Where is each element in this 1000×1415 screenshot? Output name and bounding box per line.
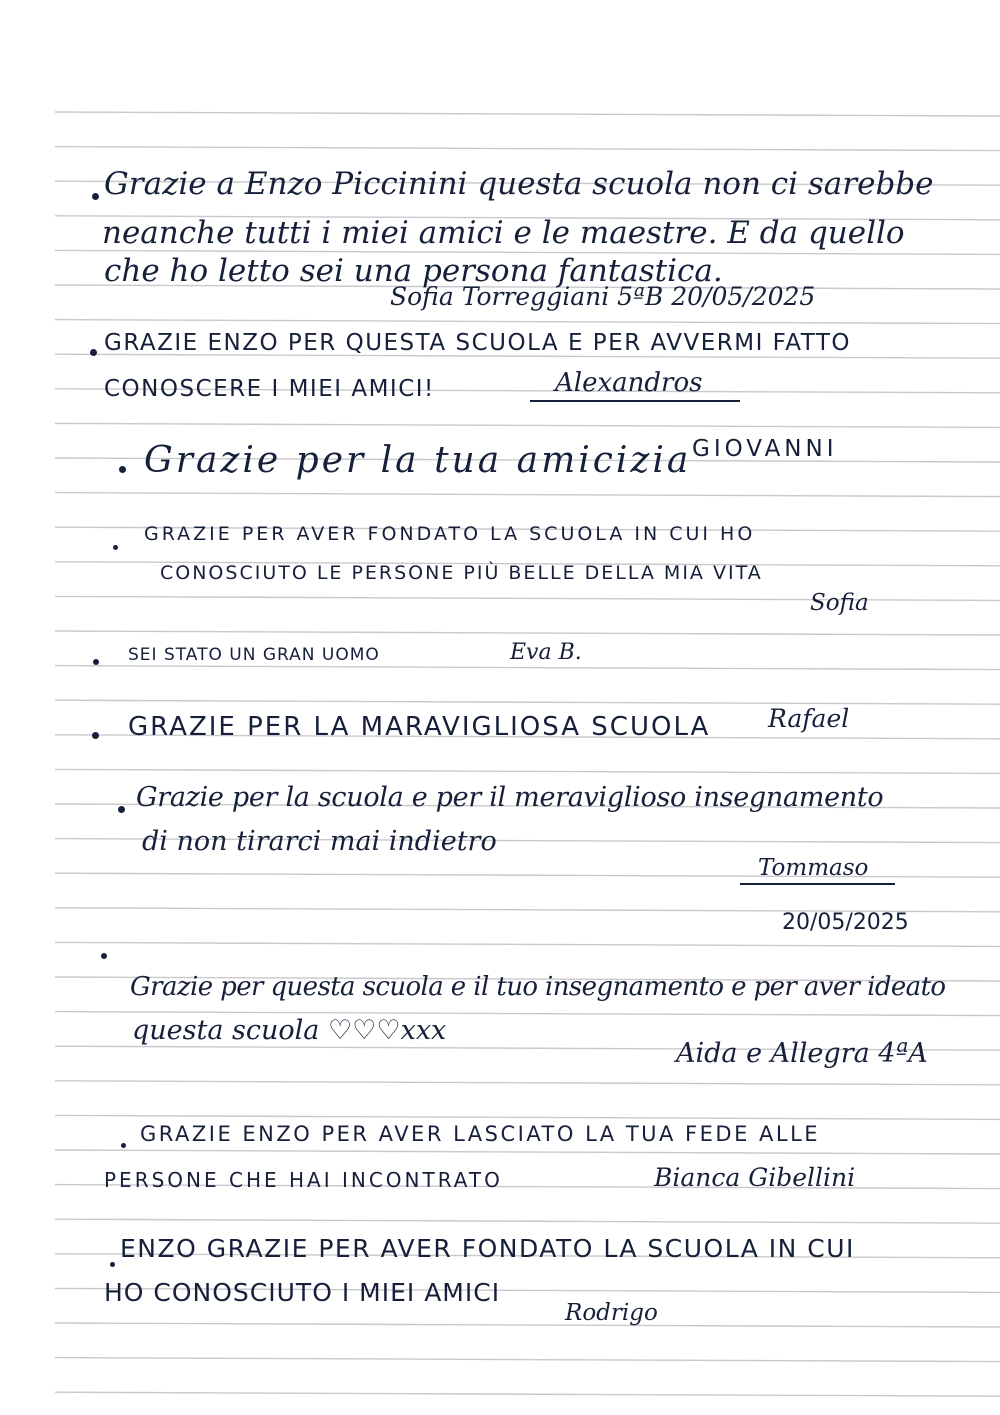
signature-underline [530,400,740,402]
bullet-icon [93,659,99,665]
ruled-line [55,1081,1000,1085]
message-4-line-2: CONOSCIUTO LE PERSONE PIÙ BELLE DELLA MIA VITA [160,562,763,584]
message-1-line-3: che ho letto sei una persona fantastica. [104,253,723,289]
ruled-line [55,942,1000,946]
message-3-line-1: Grazie per la tua amicizia [144,440,692,481]
bullet-icon [101,953,107,959]
bullet-icon [119,466,126,473]
message-1-line-2: neanche tutti i miei amici e le maestre. E da quello [102,215,905,251]
message-8-line-2: questa scuola ♡♡♡xxx [132,1015,447,1046]
bullet-icon [110,1262,115,1267]
message-6-line-1: GRAZIE PER LA MARAVIGLIOSA SCUOLA [128,712,711,742]
message-10-line-1: ENZO GRAZIE PER AVER FONDATO LA SCUOLA IN CUI [120,1234,855,1263]
message-7-line-1: Grazie per la scuola e per il meraviglioso insegnamento [136,782,884,813]
ruled-line [55,769,1000,773]
ruled-line [55,1323,1000,1327]
message-2-signature: Alexandros [555,368,703,398]
ruled-line [55,1219,1000,1223]
message-2-line-2: CONOSCERE I MIEI AMICI! [104,376,435,402]
message-5-signature: Eva B. [510,640,582,665]
message-1-line-1: Grazie a Enzo Piccinini questa scuola non ci sarebbe [104,166,934,202]
message-8-line-1: Grazie per questa scuola e il tuo insegnamento e per aver ideato [130,972,946,1002]
ruled-line [55,147,1000,151]
ruled-line [55,1392,1000,1396]
ruled-line [55,1150,1000,1154]
message-9-line-2: PERSONE CHE HAI INCONTRATO [104,1168,503,1192]
ruled-line [55,112,1000,116]
signature-underline [740,883,895,885]
ruled-line [55,493,1000,497]
message-9-line-1: GRAZIE ENZO PER AVER LASCIATO LA TUA FEDE ALLE [140,1122,821,1146]
ruled-line [55,700,1000,704]
message-3-signature: GIOVANNI [692,436,838,462]
message-6-signature: Rafael [768,704,850,733]
bullet-icon [92,193,99,200]
message-7-line-2: di non tirarci mai indietro [142,826,497,857]
ruled-line [55,666,1000,670]
message-4-signature: Sofia [810,590,869,616]
message-10-signature: Rodrigo [565,1300,658,1326]
message-8-date: 20/05/2025 [782,910,909,935]
message-4-line-1: GRAZIE PER AVER FONDATO LA SCUOLA IN CUI HO [144,523,756,545]
ruled-line [55,1115,1000,1119]
bullet-icon [118,806,125,813]
message-8-signature: Aida e Allegra 4ªA [676,1038,928,1069]
ruled-line [55,423,1000,427]
bullet-icon [92,732,99,739]
ruled-line [55,1358,1000,1362]
message-10-line-2: HO CONOSCIUTO I MIEI AMICI [104,1278,501,1307]
ruled-line [55,631,1000,635]
message-2-line-1: GRAZIE ENZO PER QUESTA SCUOLA E PER AVVERMI FATTO [104,330,852,356]
message-9-signature: Bianca Gibellini [654,1163,856,1192]
message-1-signature: Sofia Torreggiani 5ªB 20/05/2025 [390,282,816,311]
message-5-line-1: SEI STATO UN GRAN UOMO [128,645,380,665]
bullet-icon [121,1143,126,1148]
ruled-line [55,320,1000,324]
bullet-icon [90,349,97,356]
message-7-signature: Tommaso [758,855,869,881]
bullet-icon [113,545,118,550]
